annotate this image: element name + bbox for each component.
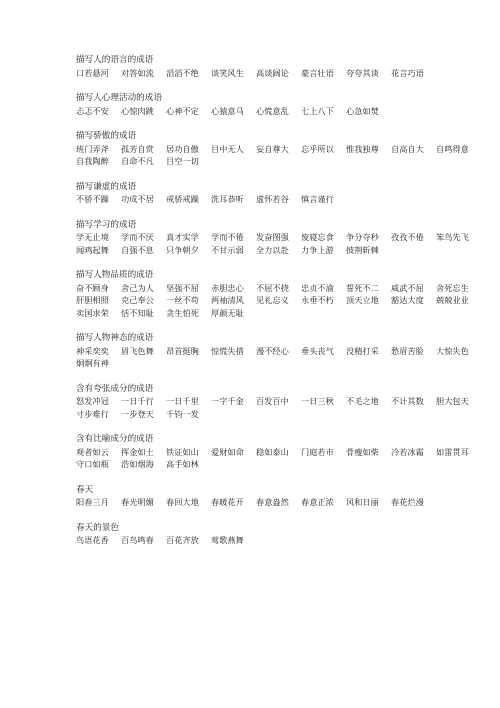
idiom-list [76,534,486,547]
idiom-item: 铁证如山 [166,446,199,457]
idiom-item: 闻鸡起舞 [76,244,109,255]
idiom-item: 百鸟鸣春 [121,535,154,545]
idiom-item: 不骄不躁 [76,194,109,204]
idiom-item: 赤胆忠心 [211,282,244,293]
idiom-item: 发奋图强 [256,232,289,242]
idiom-item: 自高自大 [391,143,424,154]
idiom-item: 真才实学 [166,232,199,242]
idiom-item: 稳如泰山 [256,446,289,457]
idiom-item: 惟我独尊 [346,143,379,154]
idiom-item: 豪言壮语 [301,67,334,78]
idiom-item: 目空一切 [166,156,199,166]
idiom-item: 奋不顾身 [76,282,109,293]
idiom-item: 心急如焚 [346,105,379,116]
idiom-item: 争分夺秒 [346,232,379,242]
section-heading: 含有比喻成分的成语 [76,434,154,444]
idiom-item: 爱财如命 [211,446,244,457]
idiom-item: 垂头丧气 [301,345,334,356]
idiom-item: 学而不厌 [121,232,154,242]
idiom-item: 不计其数 [391,396,424,406]
idiom-item: 顶天立地 [346,295,379,305]
idiom-item: 一丝不苟 [166,295,199,305]
idiom-item: 口若悬河 [76,67,109,78]
idiom-item: 炯炯有神 [76,358,109,368]
idiom-list [76,143,486,168]
idiom-item: 一步登天 [121,408,154,419]
idiom-item: 永垂不朽 [301,295,334,305]
idiom-list [76,231,486,256]
idiom-item: 卖国求荣 [76,307,109,318]
idiom-item: 全力以赴 [256,244,289,255]
idiom-item: 笨鸟先飞 [436,232,469,242]
idiom-item: 不屈不挠 [256,282,289,293]
section-heading: 春天 [76,484,94,495]
idiom-item: 漫不经心 [256,345,289,356]
idiom-section [76,92,486,117]
idiom-item: 大惊失色 [436,345,469,356]
idiom-item: 千钧一发 [166,408,199,419]
idiom-list [76,395,486,420]
idiom-item: 对答如流 [121,67,154,78]
idiom-item: 自我陶醉 [76,156,109,166]
idiom-item: 一日千行 [121,396,154,406]
section-heading: 描写骄傲的成语 [76,131,137,141]
idiom-item: 冷若冰霜 [391,446,424,457]
idiom-item: 坚强不屈 [166,282,199,293]
idiom-item: 如雷贯耳 [436,446,469,457]
idiom-item: 力争上游 [301,244,334,255]
section-heading: 描写谦虚的成语 [76,181,137,192]
idiom-item: 誓死不二 [346,282,379,293]
section-heading: 描写人的语言的成语 [76,55,154,65]
idiom-item: 目中无人 [211,143,244,154]
idiom-item: 高谈阔论 [256,67,289,78]
idiom-item: 克己奉公 [121,295,154,305]
section-heading: 描写人物神态的成语 [76,333,154,343]
idiom-item: 舍死忘生 [436,282,469,293]
idiom-item: 一日千里 [166,396,199,406]
idiom-item: 百发百中 [256,396,289,406]
idiom-item: 披荆斩棘 [346,244,379,255]
idiom-item: 忐忑不安 [76,105,109,116]
idiom-item: 鸟语花香 [76,535,109,545]
idiom-section [76,433,486,471]
idiom-item: 春暖花开 [211,497,244,507]
idiom-item: 孜孜不倦 [391,232,424,242]
idiom-item: 兢兢业业 [436,295,469,305]
section-heading: 春天的景色 [76,522,119,533]
idiom-item: 春意盎然 [256,497,289,507]
idiom-list [76,193,486,206]
idiom-section [76,181,486,206]
idiom-item: 怒发冲冠 [76,396,109,406]
idiom-item: 守口如瓶 [76,459,109,469]
idiom-item: 只争朝夕 [166,244,199,255]
idiom-item: 浩如烟海 [121,459,154,469]
idiom-item: 威武不屈 [391,282,424,293]
idiom-item: 学无止境 [76,232,109,242]
idiom-section [76,54,486,79]
idiom-item: 舍己为人 [121,282,154,293]
idiom-item: 胆大包天 [436,396,469,406]
idiom-list [76,446,486,471]
idiom-item: 厚颜无耻 [211,307,244,318]
idiom-item: 莺歌燕舞 [211,535,244,545]
idiom-item: 骨瘦如柴 [346,446,379,457]
idiom-item: 愁眉苦脸 [391,345,424,356]
idiom-item: 学而不倦 [211,232,244,242]
idiom-item: 忠贞不渝 [301,282,334,293]
section-heading: 描写学习的成语 [76,219,137,230]
idiom-item: 风和日丽 [346,497,379,507]
idiom-list [76,496,486,509]
idiom-item: 春回大地 [166,497,199,507]
idiom-item: 虚怀若谷 [256,194,289,204]
idiom-item: 心惊肉跳 [121,105,154,116]
idiom-item: 戒骄戒躁 [166,194,199,204]
idiom-item: 自命不凡 [121,156,154,166]
idiom-item: 自鸣得意 [436,143,469,154]
idiom-item: 自强不息 [121,244,154,255]
idiom-item: 洗耳恭听 [211,194,244,204]
idiom-item: 眉飞色舞 [121,345,154,356]
idiom-item: 心猿意马 [211,105,244,116]
idiom-section [76,332,486,370]
idiom-item: 慎言谨行 [301,194,334,204]
idiom-item: 废寝忘食 [301,232,334,242]
idiom-item: 七上八下 [301,105,334,116]
idiom-item: 一日三秋 [301,396,334,406]
section-heading: 描写人心理活动的成语 [76,93,162,103]
idiom-item: 春花烂漫 [391,497,424,507]
idiom-item: 忘乎所以 [301,143,334,154]
idiom-item: 春光明媚 [121,497,154,507]
idiom-section [76,130,486,168]
idiom-item: 阳春三月 [76,497,109,507]
idiom-item: 昂首挺胸 [166,345,199,356]
idiom-item: 观者如云 [76,446,109,457]
idiom-item: 一字千金 [211,396,244,406]
idiom-item: 见礼忘义 [256,295,289,305]
idiom-list [76,67,486,80]
idiom-item: 花言巧语 [391,67,424,78]
idiom-item: 恬不知耻 [121,307,154,318]
idiom-item: 班门弄斧 [76,143,109,154]
idiom-item: 百花齐放 [166,535,199,545]
idiom-item: 贪生怕死 [166,307,199,318]
idiom-item: 门庭若市 [301,446,334,457]
idiom-item: 不毛之地 [346,396,379,406]
idiom-list [76,105,486,118]
idiom-item: 春意正浓 [301,497,334,507]
idiom-item: 寸步难行 [76,408,109,419]
idiom-section [76,219,486,257]
idiom-item: 夸夸其谈 [346,67,379,78]
idiom-item: 孤芳自赏 [121,143,154,154]
idiom-section [76,522,486,547]
idiom-item: 豁达大度 [391,295,424,305]
idiom-item: 惊慌失措 [211,345,244,356]
idiom-item: 居功自傲 [166,143,199,154]
idiom-list [76,282,486,320]
section-heading: 描写人物品质的成语 [76,270,154,280]
idiom-item: 滔滔不绝 [166,67,199,78]
idiom-item: 两袖清风 [211,295,244,305]
idiom-item: 挥金如土 [121,446,154,457]
idiom-item: 肝胆相照 [76,295,109,305]
idiom-item: 功成不居 [121,194,154,204]
idiom-item: 心神不定 [166,105,199,116]
idiom-item: 神采奕奕 [76,345,109,356]
section-heading: 含有夸张成分的成语 [76,383,154,394]
idiom-item: 不甘示弱 [211,244,244,255]
idiom-item: 心慌意乱 [256,105,289,116]
idiom-item: 高手如林 [166,459,199,469]
idiom-section [76,484,486,509]
idiom-section [76,383,486,421]
idiom-document [76,54,486,560]
idiom-section [76,269,486,319]
idiom-item: 谈笑风生 [211,67,244,78]
idiom-item: 妄自尊大 [256,143,289,154]
idiom-item: 没精打采 [346,345,379,356]
idiom-list [76,345,486,370]
